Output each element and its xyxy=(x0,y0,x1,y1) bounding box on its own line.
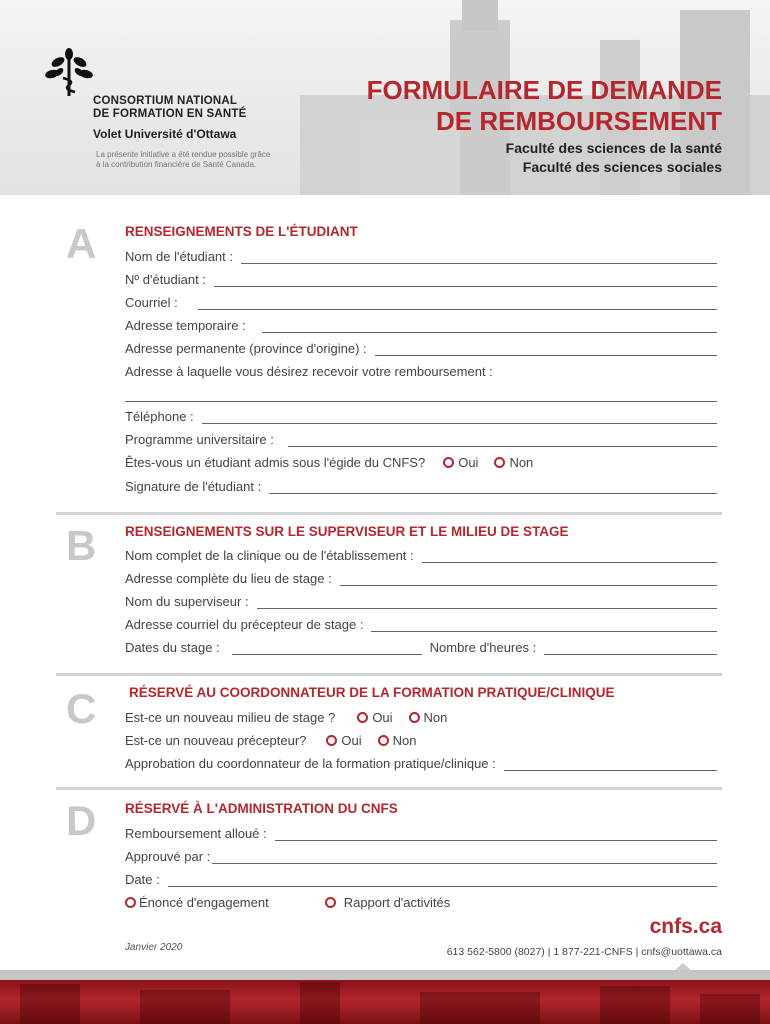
placement-address-line[interactable] xyxy=(340,573,717,586)
caduceus-tree-logo-icon xyxy=(44,48,94,98)
engagement-label: Énoncé d'engagement xyxy=(139,895,269,910)
clinic-name-label: Nom complet de la clinique ou de l'établissement : xyxy=(125,548,414,563)
section-d-title: RÉSERVÉ À L'ADMINISTRATION DU CNFS xyxy=(125,801,398,816)
student-number-line[interactable] xyxy=(214,274,717,287)
supervisor-name-line[interactable] xyxy=(257,596,717,609)
footer-notch xyxy=(675,963,691,970)
new-preceptor-question xyxy=(125,730,717,748)
cnfs-admitted-no-radio[interactable] xyxy=(494,455,533,470)
refund-address-label: Adresse à laquelle vous désirez recevoir votre remboursement : xyxy=(125,364,493,379)
coordinator-approval-field[interactable] xyxy=(125,753,717,771)
student-name-field[interactable] xyxy=(125,246,717,264)
clinic-name-field[interactable] xyxy=(125,545,717,563)
coordinator-approval-label: Approbation du coordonnateur de la formation pratique/clinique : xyxy=(125,756,496,771)
program-field[interactable] xyxy=(125,429,717,447)
radio-circle-icon[interactable] xyxy=(494,457,505,468)
form-title: FORMULAIRE DE DEMANDE DE REMBOURSEMENT xyxy=(366,75,722,136)
documents-checklist xyxy=(125,892,717,910)
section-b-letter: B xyxy=(66,522,97,569)
email-line[interactable] xyxy=(198,297,717,310)
radio-circle-icon[interactable] xyxy=(378,735,389,746)
amount-field[interactable] xyxy=(125,823,717,841)
org-name: CONSORTIUM NATIONAL DE FORMATION EN SANTÉ xyxy=(93,95,247,120)
temp-address-label: Adresse temporaire : xyxy=(125,318,246,333)
yes-label: Oui xyxy=(372,710,393,725)
new-placement-yes-radio[interactable] xyxy=(357,710,392,725)
date-field[interactable] xyxy=(125,869,717,887)
header-banner xyxy=(0,0,770,195)
date-label: Date : xyxy=(125,872,160,887)
section-a-letter: A xyxy=(66,220,97,267)
perm-address-line[interactable] xyxy=(375,343,717,356)
signature-field[interactable] xyxy=(125,476,717,494)
section-c-letter: C xyxy=(66,685,97,732)
new-preceptor-label: Est-ce un nouveau précepteur? xyxy=(125,733,307,748)
footer-band xyxy=(0,970,770,1024)
amount-label: Remboursement alloué : xyxy=(125,826,267,841)
radio-circle-icon[interactable] xyxy=(125,897,136,908)
yes-label: Oui xyxy=(458,455,479,470)
section-a-title: RENSEIGNEMENTS DE L'ÉTUDIANT xyxy=(125,224,358,239)
refund-address-label-row xyxy=(125,361,717,379)
yes-label: Oui xyxy=(341,733,362,748)
section-divider xyxy=(56,512,722,515)
program-line[interactable] xyxy=(288,434,717,447)
supervisor-name-label: Nom du superviseur : xyxy=(125,594,249,609)
approved-by-line[interactable] xyxy=(212,851,717,864)
approved-by-field[interactable] xyxy=(125,846,717,864)
preceptor-email-line[interactable] xyxy=(371,619,717,632)
phone-field[interactable] xyxy=(125,406,717,424)
section-divider xyxy=(56,673,722,676)
cnfs-admitted-question xyxy=(125,452,717,470)
phone-label: Téléphone : xyxy=(125,409,194,424)
refund-address-field[interactable] xyxy=(125,384,717,402)
hours-line[interactable] xyxy=(544,642,717,655)
form-date: Janvier 2020 xyxy=(125,942,183,953)
student-name-label: Nom de l'étudiant : xyxy=(125,249,233,264)
signature-line[interactable] xyxy=(269,481,717,494)
radio-circle-icon[interactable] xyxy=(409,712,420,723)
radio-circle-icon[interactable] xyxy=(443,457,454,468)
preceptor-email-field[interactable] xyxy=(125,614,717,632)
engagement-option[interactable] xyxy=(125,895,269,910)
form-subtitle: Faculté des sciences de la santé Faculté des sciences sociales xyxy=(505,140,722,175)
volet-label: Volet Université d'Ottawa xyxy=(93,127,237,141)
dates-label: Dates du stage : xyxy=(125,640,220,655)
preceptor-email-label: Adresse courriel du précepteur de stage : xyxy=(125,617,364,632)
program-label: Programme universitaire : xyxy=(125,432,274,447)
signature-label: Signature de l'étudiant : xyxy=(125,479,262,494)
new-placement-question xyxy=(125,707,717,725)
date-line[interactable] xyxy=(168,874,717,887)
radio-circle-icon[interactable] xyxy=(325,897,336,908)
phone-line[interactable] xyxy=(202,411,717,424)
hours-label: Nombre d'heures : xyxy=(429,640,537,655)
placement-address-label: Adresse complète du lieu de stage : xyxy=(125,571,332,586)
section-c-title: RÉSERVÉ AU COORDONNATEUR DE LA FORMATION PRATIQUE/CLINIQUE xyxy=(129,685,615,700)
temp-address-field[interactable] xyxy=(125,315,717,333)
no-label: Non xyxy=(392,733,417,748)
dates-hours-row xyxy=(125,637,717,655)
student-number-label: Nº d'étudiant : xyxy=(125,272,206,287)
email-label: Courriel : xyxy=(125,295,178,310)
refund-address-line[interactable] xyxy=(125,389,717,402)
cnfs-website[interactable]: cnfs.ca xyxy=(649,915,722,938)
initiative-note: La présente initiative a été rendue possible grâce à la contribution financière de Santé Canada. xyxy=(96,150,271,169)
placement-address-field[interactable] xyxy=(125,568,717,586)
new-placement-no-radio[interactable] xyxy=(409,710,448,725)
section-b-title: RENSEIGNEMENTS SUR LE SUPERVISEUR ET LE MILIEU DE STAGE xyxy=(125,524,569,539)
temp-address-line[interactable] xyxy=(262,320,717,333)
supervisor-name-field[interactable] xyxy=(125,591,717,609)
no-label: Non xyxy=(509,455,534,470)
amount-line[interactable] xyxy=(275,828,717,841)
no-label: Non xyxy=(423,710,448,725)
coordinator-approval-line[interactable] xyxy=(504,758,717,771)
new-preceptor-yes-radio[interactable] xyxy=(326,733,361,748)
activity-report-option[interactable] xyxy=(325,895,451,910)
section-d-letter: D xyxy=(66,797,97,844)
radio-circle-icon[interactable] xyxy=(357,712,368,723)
perm-address-field[interactable] xyxy=(125,338,717,356)
cnfs-admitted-yes-radio[interactable] xyxy=(443,455,478,470)
contact-info: 613 562-5800 (8027) | 1 877-221-CNFS | cnfs@uottawa.ca xyxy=(446,946,722,958)
dates-line[interactable] xyxy=(232,642,422,655)
section-divider xyxy=(56,787,722,790)
clinic-name-line[interactable] xyxy=(422,550,717,563)
student-name-line[interactable] xyxy=(241,251,717,264)
new-preceptor-no-radio[interactable] xyxy=(378,733,417,748)
approved-by-label: Approuvé par : xyxy=(125,849,211,864)
radio-circle-icon[interactable] xyxy=(326,735,337,746)
activity-report-label: Rapport d'activités xyxy=(343,895,451,910)
cnfs-admitted-label: Êtes-vous un étudiant admis sous l'égide du CNFS? xyxy=(125,455,426,470)
student-number-field[interactable] xyxy=(125,269,717,287)
perm-address-label: Adresse permanente (province d'origine) : xyxy=(125,341,367,356)
email-field[interactable] xyxy=(125,292,717,310)
new-placement-label: Est-ce un nouveau milieu de stage ? xyxy=(125,710,336,725)
